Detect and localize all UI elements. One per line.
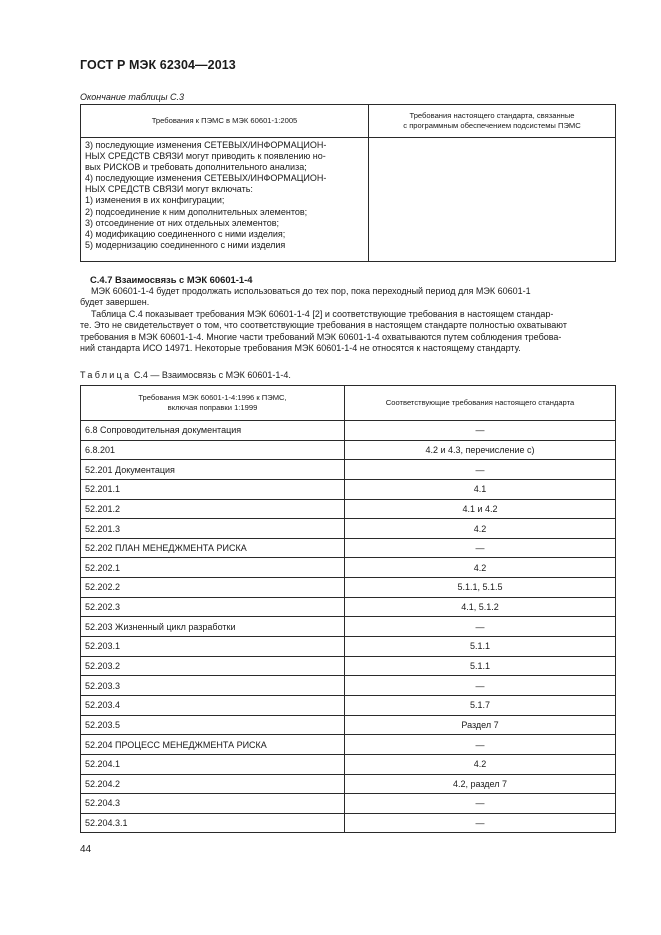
match-cell: 4.1 и 4.2 (345, 499, 616, 519)
table-c4-header-col1-line2: включая поправки 1:1999 (167, 403, 258, 412)
paragraph-line: Таблица С.4 показывает требования МЭК 60601-1-4 [2] и соответствующие требования в настоящем стандар- (91, 309, 554, 319)
table-row (81, 597, 616, 617)
req-cell: 52.203.1 (81, 637, 345, 657)
table-row (81, 794, 616, 814)
req-cell: 52.201 Документация (81, 460, 345, 480)
match-cell: 4.1, 5.1.2 (345, 597, 616, 617)
paragraph-line: требования в МЭК 60601-1-4. Многие части требований МЭК 60601-1-4 охватываются путем соблюдения требова- (80, 331, 562, 342)
match-cell: — (345, 735, 616, 755)
table-row (81, 519, 616, 539)
table-c3-line: НЫХ СРЕДСТВ СВЯЗИ могут приводить к появлению но- (85, 151, 326, 162)
table-row (81, 813, 616, 833)
match-cell: 5.1.1, 5.1.5 (345, 578, 616, 598)
table-row (81, 774, 616, 794)
table-row (81, 695, 616, 715)
match-cell: 4.2 и 4.3, перечисление с) (345, 440, 616, 460)
table-row (81, 637, 616, 657)
table-row (81, 617, 616, 637)
table-c3-line: НЫХ СРЕДСТВ СВЯЗИ могут включать: (85, 184, 253, 195)
table-row (81, 421, 616, 441)
match-cell: 4.1 (345, 479, 616, 499)
match-cell: 4.2, раздел 7 (345, 774, 616, 794)
table-c4-header-col1-line1: Требования МЭК 60601-1-4:1996 к ПЭМС, (138, 392, 287, 402)
table-c4-header-row (81, 386, 616, 421)
table-row (81, 735, 616, 755)
table-c3-caption: Окончание таблицы С.3 (80, 92, 184, 102)
table-row (81, 538, 616, 558)
match-cell: 4.2 (345, 558, 616, 578)
paragraph-1 (80, 286, 615, 309)
table-c3-row (81, 138, 616, 262)
match-cell: — (345, 421, 616, 441)
table-c3-cell-text (81, 138, 369, 262)
table-c3-header-col1: Требования к ПЭМС в МЭК 60601-1:2005 (81, 105, 369, 138)
req-cell: 52.204 ПРОЦЕСС МЕНЕДЖМЕНТА РИСКА (81, 735, 345, 755)
req-cell: 52.204.1 (81, 754, 345, 774)
req-cell: 52.201.2 (81, 499, 345, 519)
table-c3-line: 5) модернизацию соединенного с ними изделия (85, 239, 286, 250)
match-cell: 5.1.1 (345, 637, 616, 657)
match-cell: — (345, 617, 616, 637)
match-cell: 4.2 (345, 754, 616, 774)
page-number: 44 (80, 844, 92, 855)
match-cell: — (345, 460, 616, 480)
table-row (81, 499, 616, 519)
req-cell: 52.204.3 (81, 794, 345, 814)
table-c4 (80, 385, 616, 833)
req-cell: 52.204.3.1 (81, 813, 345, 833)
match-cell: — (345, 538, 616, 558)
table-row (81, 460, 616, 480)
table-c3-line: 1) изменения в их конфигурации; (85, 195, 225, 206)
table-row (81, 440, 616, 460)
table-c3-header-col2 (369, 105, 616, 138)
table-c4-caption-text: С.4 — Взаимосвязь с МЭК 60601-1-4. (131, 370, 291, 380)
table-row (81, 656, 616, 676)
table-c3-line: 2) подсоединение к ним дополнительных элементов; (85, 206, 308, 217)
table-c3-line: 3) отсоединение от них отдельных элементов; (85, 217, 280, 228)
req-cell: 52.203.4 (81, 695, 345, 715)
table-c4-header-col1 (81, 386, 345, 421)
table-c4-caption (80, 370, 291, 380)
req-cell: 52.203.3 (81, 676, 345, 696)
table-c3-header-col2-line1: Требования настоящего стандарта, связанные (409, 111, 575, 120)
paragraph-line: ний стандарта ИСО 14971. Некоторые требования МЭК 60601-1-4 не относятся к настоящему стандарту. (80, 342, 521, 353)
table-c3-line: 4) последующие изменения СЕТЕВЫХ/ИНФОРМАЦИОН- (85, 173, 327, 184)
req-cell: 52.203.2 (81, 656, 345, 676)
section-heading: С.4.7 Взаимосвязь с МЭК 60601-1-4 (90, 274, 253, 285)
req-cell: 52.202 ПЛАН МЕНЕДЖМЕНТА РИСКА (81, 538, 345, 558)
match-cell: 5.1.7 (345, 695, 616, 715)
match-cell: — (345, 676, 616, 696)
req-cell: 52.203.5 (81, 715, 345, 735)
paragraph-line: те. Это не свидетельствует о том, что соответствующие требования в настоящем стандарте полностью охватывают (80, 320, 567, 331)
req-cell: 52.201.3 (81, 519, 345, 539)
paragraph-line: будет завершен. (80, 297, 150, 308)
req-cell: 52.202.1 (81, 558, 345, 578)
table-c3-cell-empty (369, 138, 616, 262)
table-c4-caption-prefix: Таблица (80, 370, 132, 380)
table-c3 (80, 104, 616, 262)
match-cell: — (345, 794, 616, 814)
req-cell: 52.203 Жизненный цикл разработки (81, 617, 345, 637)
table-row (81, 558, 616, 578)
table-c3-header-col2-line2: с программным обеспечением подсистемы ПЭМС (403, 121, 581, 130)
paragraph-2 (80, 309, 615, 354)
paragraph-line: МЭК 60601-1-4 будет продолжать использоваться до тех пор, пока переходный период для МЭК 60601-1 (91, 286, 531, 296)
table-row (81, 676, 616, 696)
table-c3-line: 4) модификацию соединенного с ними изделия; (85, 228, 286, 239)
table-row (81, 479, 616, 499)
req-cell: 6.8 Сопроводительная документация (81, 421, 345, 441)
document-title: ГОСТ Р МЭК 62304—2013 (80, 58, 236, 72)
req-cell: 6.8.201 (81, 440, 345, 460)
match-cell: 4.2 (345, 519, 616, 539)
match-cell: Раздел 7 (345, 715, 616, 735)
req-cell: 52.204.2 (81, 774, 345, 794)
table-c3-line: 3) последующие изменения СЕТЕВЫХ/ИНФОРМАЦИОН- (85, 140, 327, 150)
match-cell: — (345, 813, 616, 833)
table-row (81, 578, 616, 598)
req-cell: 52.202.3 (81, 597, 345, 617)
table-c3-line: вых РИСКОВ и требовать дополнительного анализа; (85, 162, 307, 173)
table-row (81, 754, 616, 774)
req-cell: 52.202.2 (81, 578, 345, 598)
req-cell: 52.201.1 (81, 479, 345, 499)
table-c4-header-col2: Соответствующие требования настоящего стандарта (345, 386, 616, 421)
table-c3-header-row (81, 105, 616, 138)
match-cell: 5.1.1 (345, 656, 616, 676)
table-row (81, 715, 616, 735)
